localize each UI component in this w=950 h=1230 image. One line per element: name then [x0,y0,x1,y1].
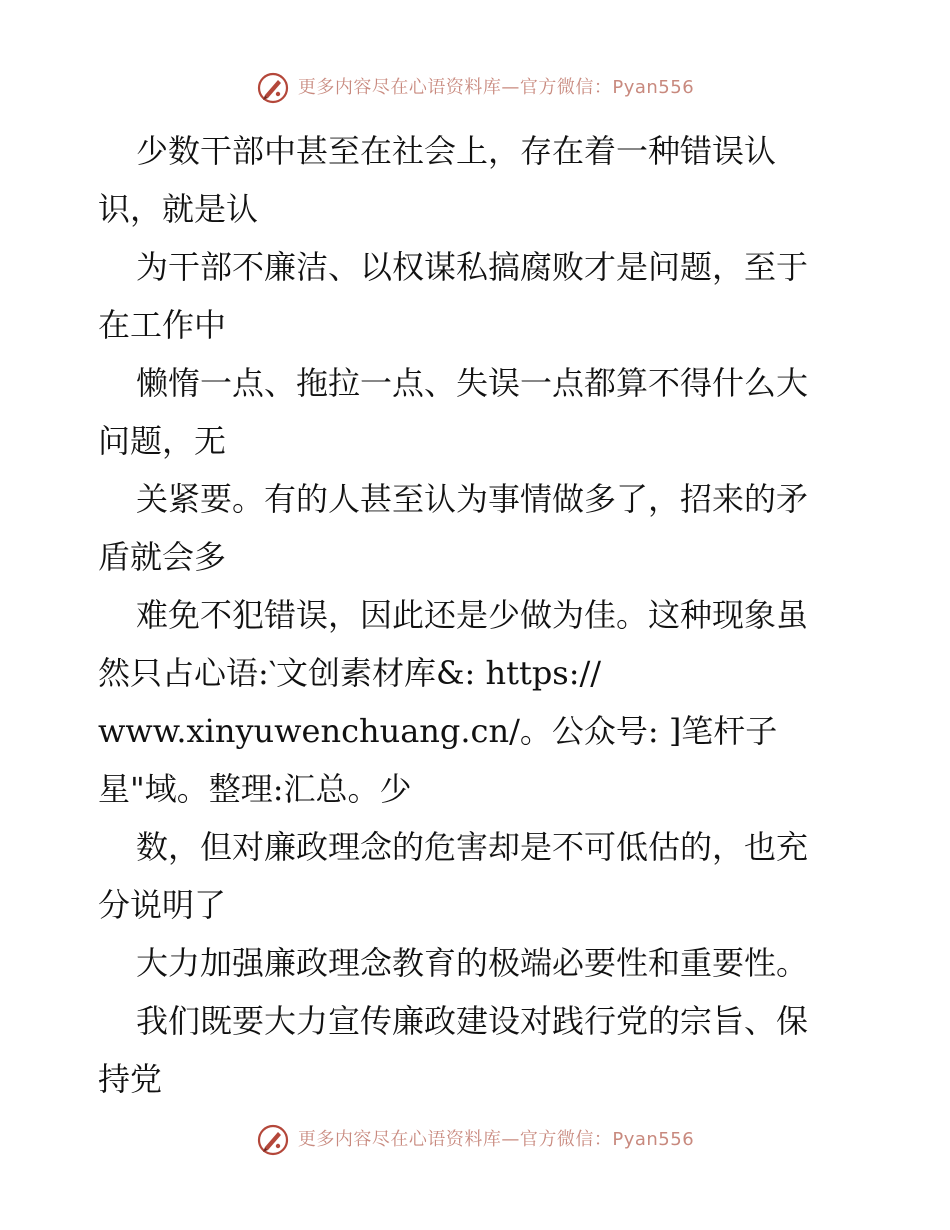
paragraph-line: 在工作中 [98,306,227,344]
header-banner-text: 更多内容尽在心语资料库—官方微信：Pyan556 [297,77,695,98]
paragraph-line: 识，就是认 [98,190,259,228]
paragraph-line: 难免不犯错误，因此还是少做为佳。这种现象虽 [136,596,809,634]
paragraph-line: www.xinyuwenchuang.cn/。公众号: ]笔杆子 [98,712,778,750]
paragraph-line: 星"域。整理:汇总。少 [98,770,412,808]
paragraph-line: 少数干部中甚至在社会上，存在着一种错误认 [136,132,777,170]
paragraph-line: 关紧要。有的人甚至认为事情做多了，招来的矛 [136,480,809,518]
paragraph-line: 分说明了 [98,886,227,924]
paragraph-line: 持党 [98,1060,163,1098]
footer-banner-text: 更多内容尽在心语资料库—官方微信：Pyan556 [297,1129,695,1150]
pen-nib-logo-icon [256,1123,290,1157]
footer-banner [0,1120,950,1160]
paragraph-line: 懒惰一点、拖拉一点、失误一点都算不得什么大 [136,364,809,402]
paragraph-line: 然只占心语:‵文创素材库&: https:// [98,654,602,692]
header-banner [0,68,950,108]
paragraph-line: 为干部不廉洁、以权谋私搞腐败才是问题，至于 [136,248,809,286]
pen-nib-logo-icon [256,71,290,105]
document-body [98,122,858,1108]
paragraph-line: 大力加强廉政理念教育的极端必要性和重要性。 [136,944,809,982]
paragraph-line: 问题，无 [98,422,227,460]
paragraph-line: 数，但对廉政理念的危害却是不可低估的，也充 [136,828,809,866]
paragraph-line: 我们既要大力宣传廉政建设对践行党的宗旨、保 [136,1002,809,1040]
paragraph-line: 盾就会多 [98,538,227,576]
